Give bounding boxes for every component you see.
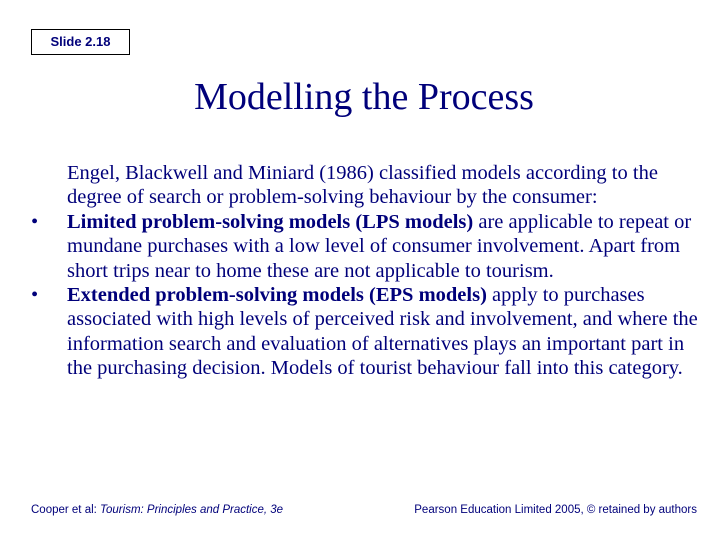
bullet-eps — [0, 283, 728, 381]
bullet-dot-icon: • — [31, 284, 39, 307]
footer-citation — [31, 504, 283, 516]
intro-text: Engel, Blackwell and Miniard (1986) classified models according to the degree of search or problem-solving behaviour by the consumer: — [67, 162, 658, 209]
bullet-eps-term: Extended problem-solving models (EPS models) — [67, 284, 487, 307]
bullet-lps-text: are applicable to repeat or mundane purchases with a low level of consumer involvement. Apart from short trips near to home these are not applicable to tourism. — [67, 210, 692, 282]
bullet-lps-term: Limited problem-solving models (LPS models) — [67, 210, 474, 233]
intro-paragraph — [0, 161, 728, 210]
slide-number-badge: Slide 2.18 — [31, 29, 130, 55]
slide-body — [0, 161, 728, 381]
footer-copyright: Pearson Education Limited 2005, © retained by authors — [414, 504, 697, 516]
bullet-dot-icon: • — [31, 210, 39, 233]
footer-book-title: Tourism: Principles and Practice, 3e — [100, 504, 284, 516]
footer-citation-prefix: Cooper et al: — [31, 504, 101, 516]
bullet-eps-text: apply to purchases associated with high levels of perceived risk and involvement, and where the information search and evaluation of alternatives plays an important part in the purchasing decision. Models of tourist behaviour fall into this category. — [67, 284, 698, 380]
bullet-lps — [0, 210, 728, 283]
slide-title: Modelling the Process — [194, 76, 534, 118]
